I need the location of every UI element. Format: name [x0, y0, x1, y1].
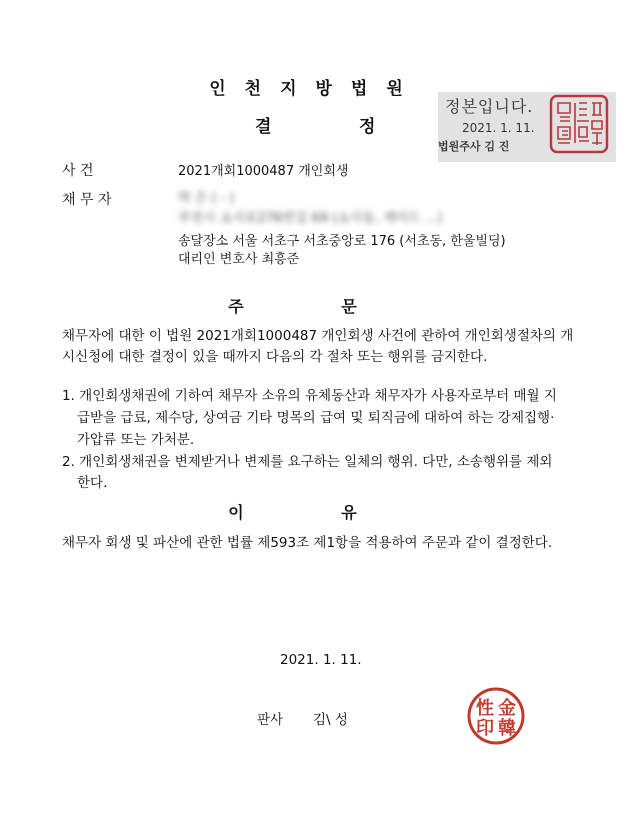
- decision-date: 2021. 1. 11.: [280, 652, 362, 668]
- judge-seal-icon: [466, 686, 526, 746]
- document-kind-char-1: 결: [255, 117, 272, 137]
- order-title: 주 문: [228, 297, 403, 316]
- attorney: 대리인 변호사 최흥준: [178, 252, 300, 267]
- order-item-2-line-2: 한다.: [77, 475, 108, 491]
- service-address: 송달장소 서울 서초구 서초중앙로 176 (서초동, 한울빌딩): [178, 234, 506, 249]
- case-label: 사 건: [62, 163, 94, 179]
- court-seal-icon: [548, 93, 610, 155]
- svg-text:金: 金: [498, 698, 516, 719]
- certification-clerk: 법원주사 김 진: [438, 140, 510, 153]
- debtor-label: 채 무 자: [62, 192, 112, 208]
- reason-title: 이 유: [228, 503, 403, 522]
- reason-text: 채무자 회생 및 파산에 관한 법률 제593조 제1항을 적용하여 주문과 같이 결정한다.: [62, 535, 553, 551]
- order-intro-line-2: 시신청에 대한 결정이 있을 때까지 다음의 각 절차 또는 행위를 금지한다.: [62, 349, 488, 365]
- svg-text:性: 性: [476, 698, 494, 719]
- court-name: 인천지방법원: [209, 79, 422, 99]
- order-item-1-line-3: 가압류 또는 가처분.: [77, 432, 195, 448]
- certification-text: 정본입니다.: [445, 97, 534, 116]
- document-kind-char-2: 정: [359, 117, 376, 137]
- svg-text:韓: 韓: [498, 718, 516, 739]
- order-item-1-line-1: 1. 개인회생채권에 기하여 채무자 소유의 유체동산과 채무자가 사용자로부터 매월 지: [62, 388, 557, 404]
- order-intro-line-1: 채무자에 대한 이 법원 2021개회1000487 개인회생 사건에 관하여 개인회생절차의 개: [62, 328, 574, 344]
- order-item-2-line-1: 2. 개인회생채권을 변제받거나 변제를 요구하는 일체의 행위. 다만, 소송행위를 제외: [62, 454, 553, 470]
- case-value: 2021개회1000487 개인회생: [178, 164, 349, 179]
- certification-date: 2021. 1. 11.: [462, 121, 535, 135]
- debtor-address-redacted: 부천시 소사로276번길 69 (소사동, 케이드 ...): [178, 211, 443, 226]
- order-item-1-line-2: 급받을 급료, 제수당, 상여금 기타 명목의 급여 및 퇴직금에 대하여 하는 강제집행·: [77, 410, 555, 426]
- svg-text:印: 印: [476, 718, 494, 739]
- judge-name: 김\ 성: [313, 712, 348, 728]
- debtor-name-redacted: 박 은 ( - ): [178, 191, 235, 206]
- judge-label: 판사: [257, 712, 284, 728]
